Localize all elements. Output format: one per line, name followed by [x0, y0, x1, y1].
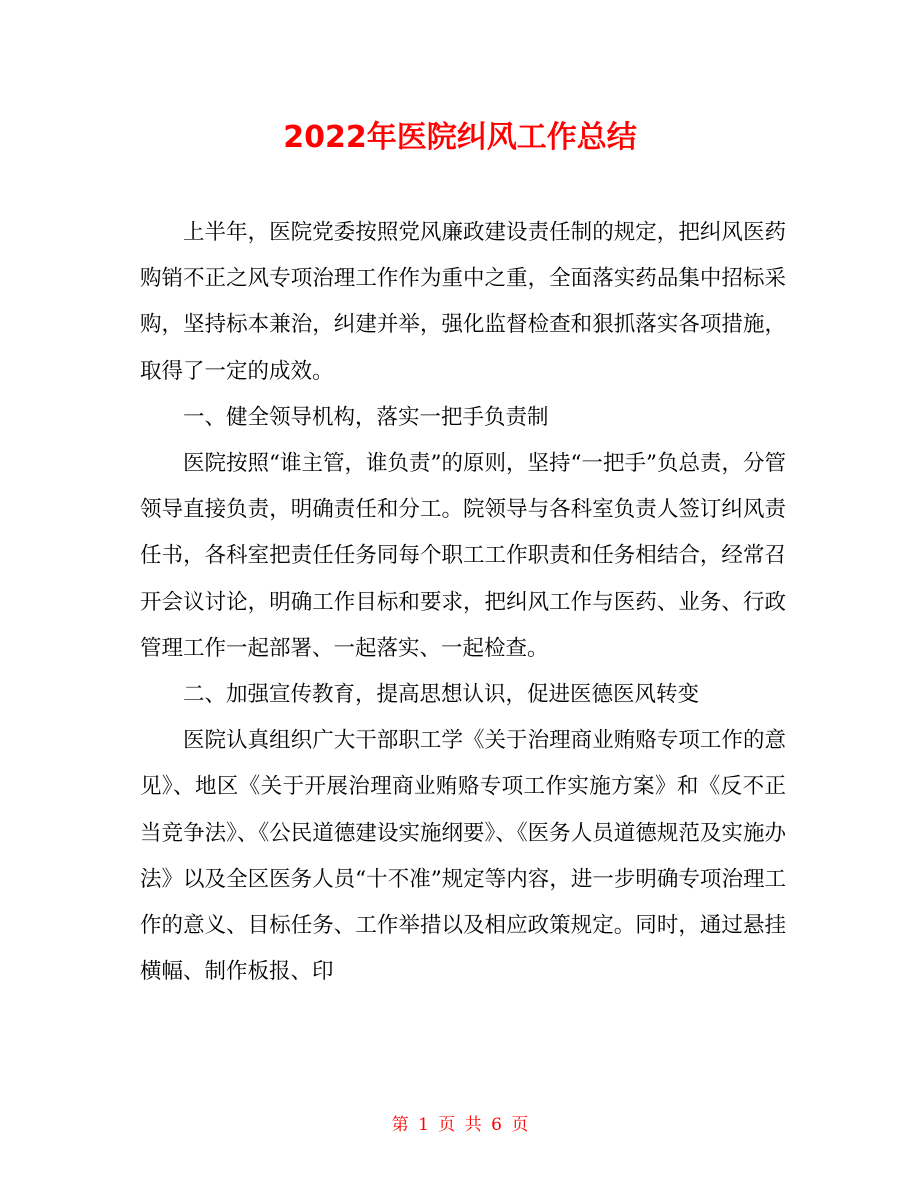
paragraph-section-2: 医院认真组织广大干部职工学《关于治理商业贿赂专项工作的意见》、地区《关于开展治理商业贿赂专项工作实施方案》和《反不正当竞争法》、《公民道德建设实施纲要》、《医务人员道德规范及实施办法》以及全区医务人员“十不准”规定等内容，进一步明确专项治理工作的意义、目标任务、工作举措以及相应政策规定。同时，通过悬挂横幅、制作板报、印: [140, 728, 786, 985]
section-heading-2: 二、加强宣传教育，提高思想认识，促进医德医风转变: [183, 682, 700, 708]
paragraph-intro: 上半年，医院党委按照党风廉政建设责任制的规定，把纠风医药购销不正之风专项治理工作作为重中之重，全面落实药品集中招标采购，坚持标本兼治，纠建并举，强化监督检查和狠抓落实各项措施，取得了一定的成效。: [140, 220, 786, 384]
page-footer: 第 1 页 共 6 页: [391, 1115, 529, 1135]
paragraph-section-1: 医院按照“谁主管，谁负责”的原则，坚持“一把手”负总责，分管领导直接负责，明确责任和分工。院领导与各科室负责人签订纠风责任书，各科室把责任任务同每个职工工作职责和任务相结合，经常召开会议讨论，明确工作目标和要求，把纠风工作与医药、业务、行政管理工作一起部署、一起落实、一起检查。: [140, 451, 786, 661]
document-body: [140, 210, 786, 995]
document-title: 2022年医院纠风工作总结: [283, 120, 637, 155]
section-heading-1: 一、健全领导机构，落实一把手负责制: [183, 404, 549, 430]
